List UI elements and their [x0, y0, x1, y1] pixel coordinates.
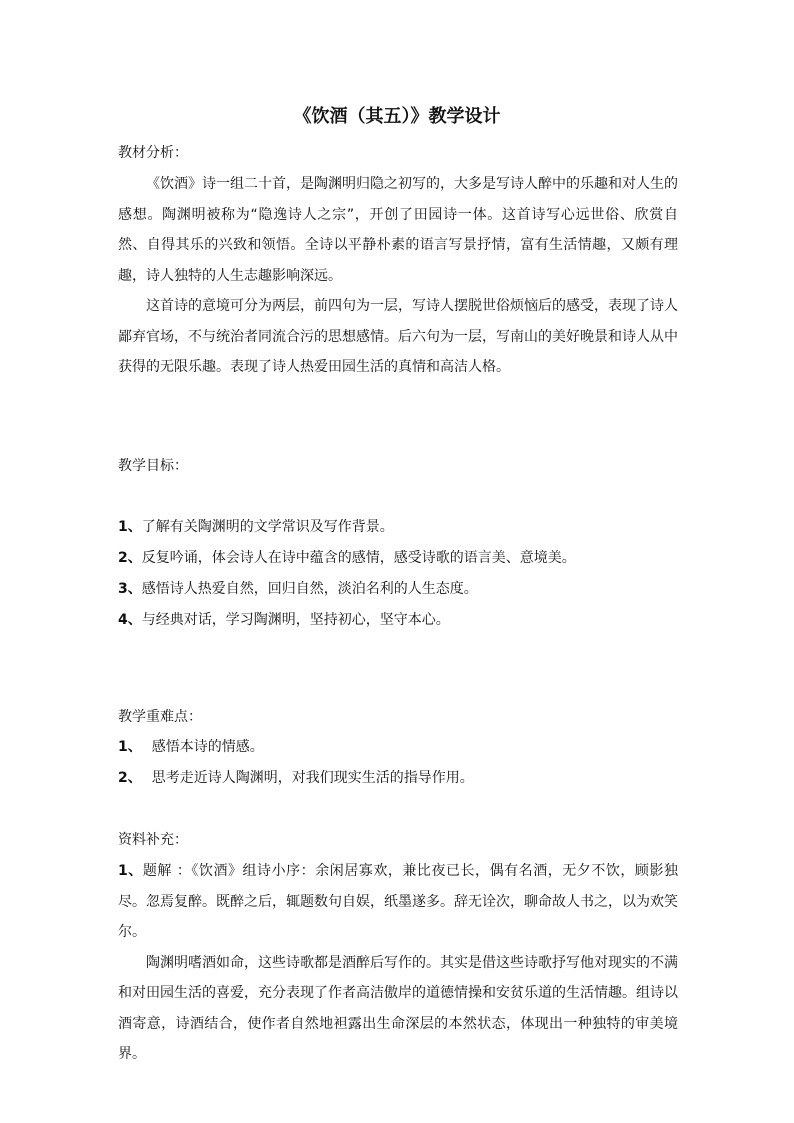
list-number: 1、 [118, 519, 142, 535]
section-heading-analysis: 教材分析： [118, 145, 188, 161]
section-goals [118, 456, 678, 641]
analysis-paragraph: 《饮酒》诗一组二十首，是陶渊明归隐之初写的，大多是写诗人醉中的乐趣和对人生的感想。陶渊明被称为“隐逸诗人之宗”，开创了田园诗一体。这首诗写心远世俗、欣赏自然、自得其乐的兴致和领悟。全诗以平静朴素的语言写景抒情，富有生活情趣，又颇有理趣，诗人独特的人生志趣影响深远。 [118, 176, 678, 284]
list-text: 题解 ：《饮酒》组诗小序：余闲居寡欢，兼比夜已长，偶有名酒，无夕不饮，顾影独尽。忽焉复醉。既醉之后，辄题数句自娱，纸墨遂多。辞无诠次，聊命故人书之，以为欢笑尔。 [118, 863, 678, 940]
list-text: 感悟诗人热爱自然，回归自然，淡泊名利的人生态度。 [141, 581, 478, 597]
list-text: 反复吟诵，体会诗人在诗中蕴含的感情，感受诗歌的语言美、意境美。 [141, 550, 576, 566]
list-item [118, 548, 678, 568]
list-number: 4、 [118, 612, 142, 628]
section-supplement [118, 830, 678, 1070]
list-number: 1、 [118, 863, 143, 879]
section-key-points [118, 707, 678, 799]
list-item [118, 579, 678, 599]
list-text: 感悟本诗的情感。 [151, 739, 264, 755]
section-heading-key-points: 教学重难点： [118, 709, 202, 725]
document-title: 《饮酒（其五）》教学设计 [293, 106, 501, 127]
section-heading-goals: 教学目标： [118, 458, 188, 474]
list-item [118, 517, 678, 537]
supplement-first-item [118, 856, 678, 948]
list-number: 2、 [118, 770, 142, 786]
analysis-paragraph: 这首诗的意境可分为两层，前四句为一层，写诗人摆脱世俗烦恼后的感受，表现了诗人鄙弃官场，不与统治者同流合污的思想感情。后六句为一层，写南山的美好晚景和诗人从中获得的无限乐趣。表现了诗人热爱田园生活的真情和高洁人格。 [118, 298, 678, 375]
list-number: 2、 [118, 550, 142, 566]
list-text: 思考走近诗人陶渊明，对我们现实生活的指导作用。 [151, 770, 474, 786]
list-item [118, 768, 678, 788]
list-text: 与经典对话，学习陶渊明，坚持初心，坚守本心。 [141, 612, 450, 628]
list-number: 3、 [118, 581, 142, 597]
list-item [118, 737, 678, 757]
section-heading-supplement: 资料补充： [118, 832, 188, 848]
section-analysis [118, 143, 678, 383]
list-item [118, 610, 678, 630]
list-number: 1、 [118, 739, 142, 755]
list-text: 了解有关陶渊明的文学常识及写作背景。 [141, 519, 394, 535]
supplement-paragraph: 陶渊明嗜酒如命，这些诗歌都是酒醉后写作的。其实是借这些诗歌抒写他对现实的不满和对田园生活的喜爱，充分表现了作者高洁傲岸的道德情操和安贫乐道的生活情趣。组诗以酒寄意，诗酒结合，使作者自然地袒露出生命深层的本然状态，体现出一种独特的审美境界。 [118, 954, 678, 1062]
